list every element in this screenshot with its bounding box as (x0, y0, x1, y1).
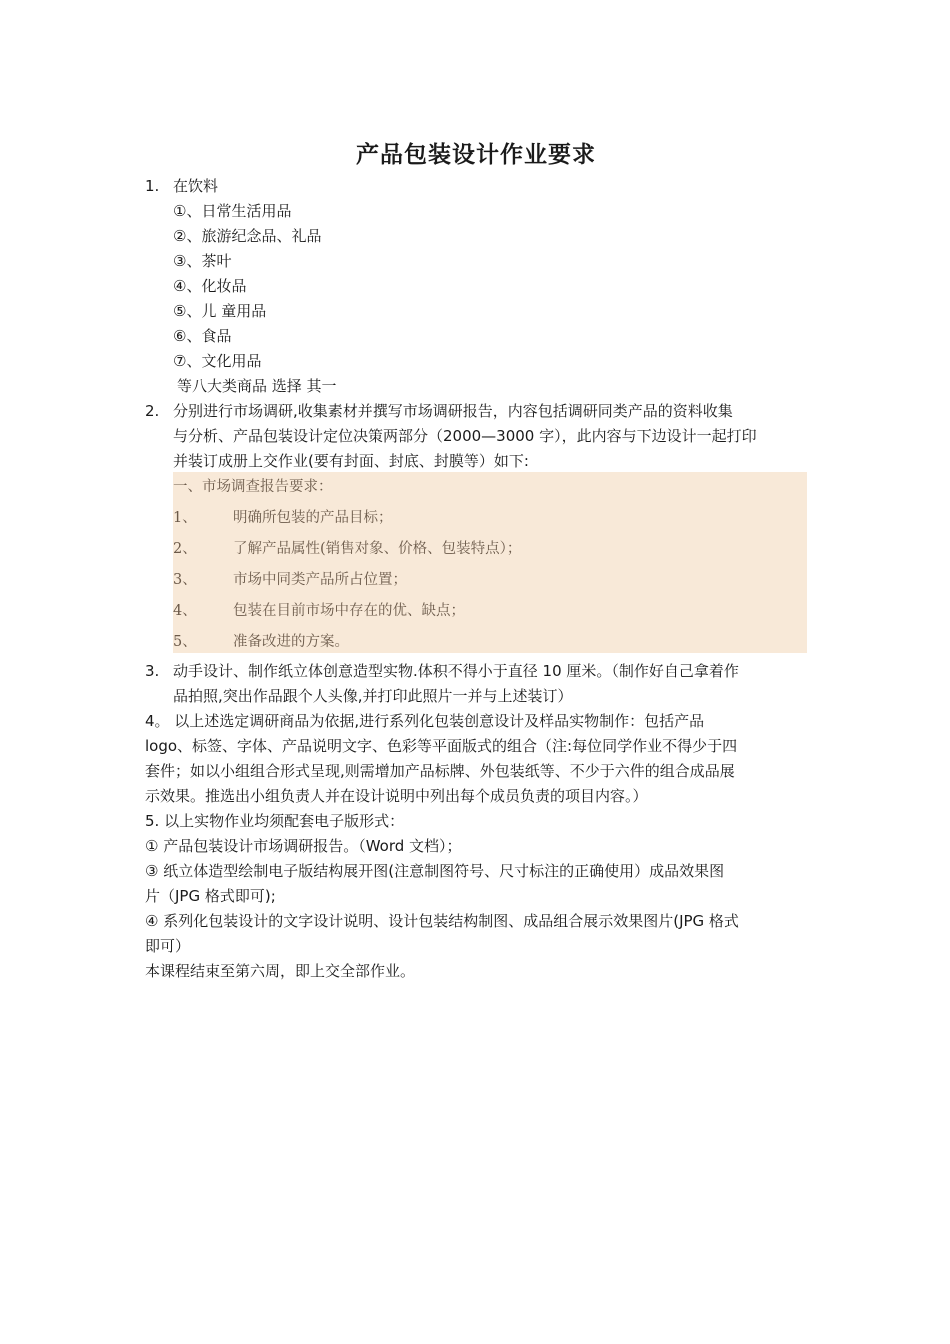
item-3-line: 动手设计、制作纸立体创意造型实物.体积不得小于直径 10 厘米。（制作好自己拿着作 (173, 662, 739, 680)
report-item-text: 明确所包装的产品目标； (233, 510, 393, 526)
report-item-number: 4、 (173, 603, 197, 619)
item-2-line: 并装订成册上交作业(要有封面、封底、封膜等）如下: (173, 452, 529, 470)
item-2-line: 分别进行市场调研,收集素材并撰写市场调研报告，内容包括调研同类产品的资料收集 (173, 402, 733, 420)
item-1-sub: ③、茶叶 (173, 252, 232, 270)
report-item-number: 2、 (173, 541, 197, 557)
item-3-number: 3. (145, 662, 160, 680)
item-5-line: ① 产品包装设计市场调研报告。（Word 文档）； (145, 837, 462, 855)
item-5-line: ③ 纸立体造型绘制电子版结构展开图(注意制图符号、尺寸标注的正确使用）成品效果图 (145, 862, 725, 880)
report-item-number: 5、 (173, 634, 197, 650)
item-2-line: 与分析、产品包装设计定位决策两部分（2000—3000 字），此内容与下边设计一起打印 (173, 427, 757, 445)
report-item-text: 市场中同类产品所占位置； (233, 572, 407, 588)
item-4-line: logo、标签、字体、产品说明文字、色彩等平面版式的组合（注:每位同学作业不得少于四 (145, 737, 738, 755)
item-4-line: 套件；如以小组组合形式呈现,则需增加产品标牌、外包装纸等、不少于六件的组合成品展 (145, 762, 735, 780)
item-4-line: 4。 以上述选定调研商品为依据,进行系列化包装创意设计及样品实物制作：包括产品 (145, 712, 705, 730)
closing-note: 本课程结束至第六周，即上交全部作业。 (145, 962, 416, 980)
item-5-line: ④ 系列化包装设计的文字设计说明、设计包装结构制图、成品组合展示效果图片(JPG 格式 (145, 912, 739, 930)
item-1-sub: ①、日常生活用品 (173, 202, 292, 220)
report-item (173, 503, 393, 533)
report-item (173, 596, 465, 626)
report-item-text: 了解产品属性(销售对象、价格、包装特点）； (233, 541, 522, 557)
item-1-sub: ⑦、文化用品 (173, 352, 262, 370)
item-5-line: 即可） (145, 937, 191, 955)
item-1-lead: 在饮料 (173, 177, 219, 195)
report-item-number: 3、 (173, 572, 197, 588)
item-5-line: 5. 以上实物作业均须配套电子版形式： (145, 812, 405, 830)
item-1-sub: ②、旅游纪念品、礼品 (173, 227, 322, 245)
item-4-line: 示效果。推选出小组负责人并在设计说明中列出每个成员负责的项目内容。） (145, 787, 648, 805)
report-heading: 一、市场调查报告要求： (173, 479, 333, 495)
item-1-sub: ⑥、食品 (173, 327, 232, 345)
item-2-number: 2. (145, 402, 160, 420)
report-item-number: 1、 (173, 510, 197, 526)
item-1-tail: 等八大类商品 选择 其一 (177, 377, 337, 395)
item-3-line: 品拍照,突出作品跟个人头像,并打印此照片一并与上述装订） (173, 687, 573, 705)
document-title: 产品包装设计作业要求 (356, 142, 596, 168)
report-item-text: 准备改进的方案。 (233, 634, 349, 650)
report-item-text: 包装在目前市场中存在的优、缺点； (233, 603, 465, 619)
item-1-sub: ④、化妆品 (173, 277, 247, 295)
item-1-number: 1. (145, 177, 160, 195)
report-item (173, 565, 407, 595)
report-item (173, 534, 521, 564)
item-5-line: 片（JPG 格式即可); (145, 887, 276, 905)
report-item (173, 627, 349, 657)
item-1-sub: ⑤、儿 童用品 (173, 302, 267, 320)
